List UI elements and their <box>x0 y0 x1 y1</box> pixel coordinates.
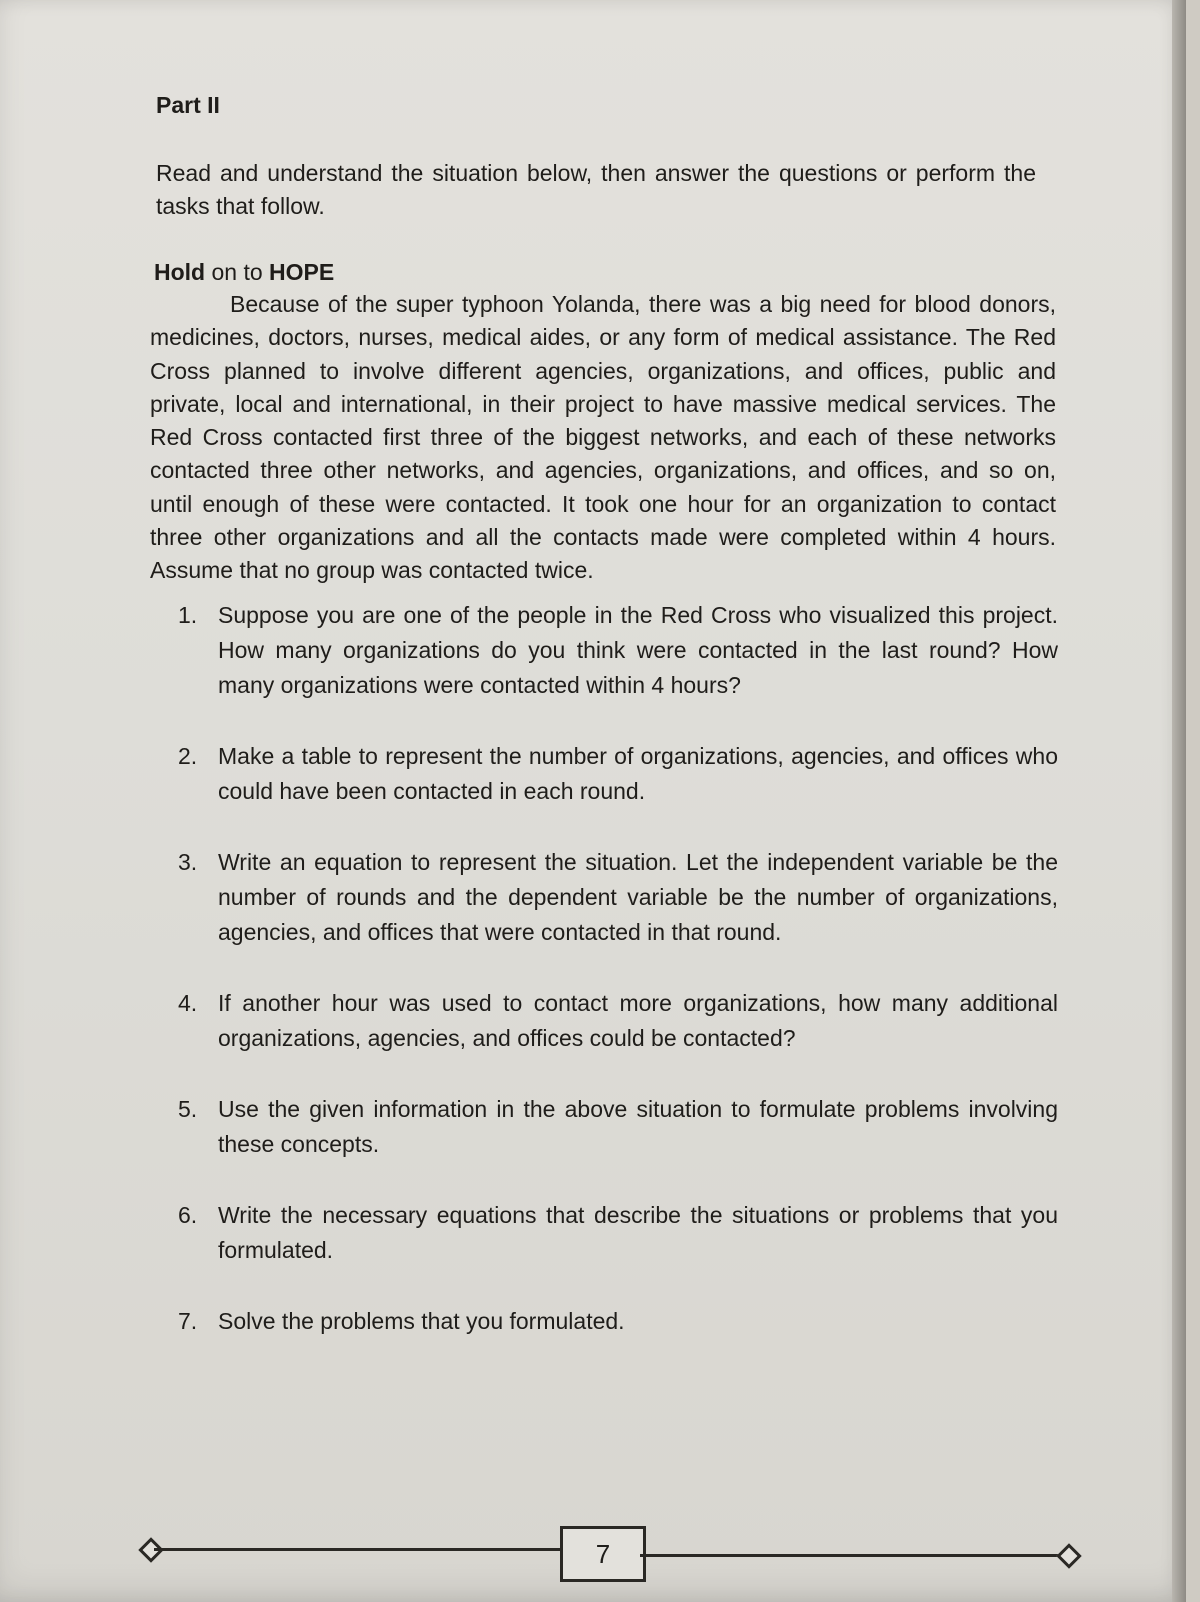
question-list <box>178 598 1058 1339</box>
question-item <box>178 598 1058 703</box>
question-item <box>178 1092 1058 1162</box>
question-number: 1. <box>178 601 198 628</box>
question-number: 6. <box>178 1201 198 1228</box>
question-number: 5. <box>178 1095 198 1122</box>
question-text: Suppose you are one of the people in the Red Cross who visualized this project. How many organizations do you think were contacted in the last round? How many organizations were contacted within 4 hours? <box>218 601 1058 698</box>
question-text: If another hour was used to contact more organizations, how many additional organizations, agencies, and offices could be contacted? <box>218 989 1058 1051</box>
question-number: 4. <box>178 989 198 1016</box>
right-diamond-icon <box>1056 1543 1081 1568</box>
question-item <box>178 845 1058 950</box>
instructions: Read and understand the situation below, then answer the questions or perform the tasks that follow. <box>156 160 1036 219</box>
page-edge <box>1172 0 1186 1602</box>
situation-paragraph: Because of the super typhoon Yolanda, there was a big need for blood donors, medicines, doctors, nurses, medical aides, or any form of medical assistance. The Red Cross planned to involve different agencies, organizations, and offices, public and private, local and international, in their project to have massive medical services. The Red Cross contacted first three of the biggest networks, and each of these networks contacted three other networks, and agencies, organizations, and offices, and so on, until enough of these were contacted. It took one hour for an organization to contact three other organizations and all the contacts made were completed within 4 hours. Assume that no group was contacted twice. <box>150 291 1056 584</box>
question-text: Write an equation to represent the situation. Let the independent variable be the number of rounds and the dependent variable be the number of organizations, agencies, and offices that were contacted in that round. <box>218 848 1058 945</box>
question-item <box>178 1304 1058 1339</box>
question-text: Write the necessary equations that describe the situations or problems that you formulated. <box>218 1201 1058 1263</box>
situation-heading <box>154 259 1050 286</box>
page-content <box>150 92 1058 1375</box>
heading-bold-hold: Hold <box>154 259 206 285</box>
heading-bold-hope: HOPE <box>269 259 335 285</box>
question-number: 2. <box>178 742 198 769</box>
page-footer <box>140 1526 1080 1586</box>
question-number: 3. <box>178 848 198 875</box>
question-text: Use the given information in the above situation to formulate problems involving these concepts. <box>218 1095 1058 1157</box>
page-number: 7 <box>560 1526 646 1582</box>
question-text: Solve the problems that you formulated. <box>218 1307 625 1334</box>
part-title: Part II <box>156 92 220 118</box>
question-item <box>178 739 1058 809</box>
question-item <box>178 1198 1058 1268</box>
footer-rule-left <box>154 1548 570 1551</box>
question-item <box>178 986 1058 1056</box>
heading-normal: on to <box>205 259 270 285</box>
question-number: 7. <box>178 1307 198 1334</box>
question-text: Make a table to represent the number of organizations, agencies, and offices who could have been contacted in each round. <box>218 742 1058 804</box>
footer-rule-right <box>640 1554 1064 1557</box>
